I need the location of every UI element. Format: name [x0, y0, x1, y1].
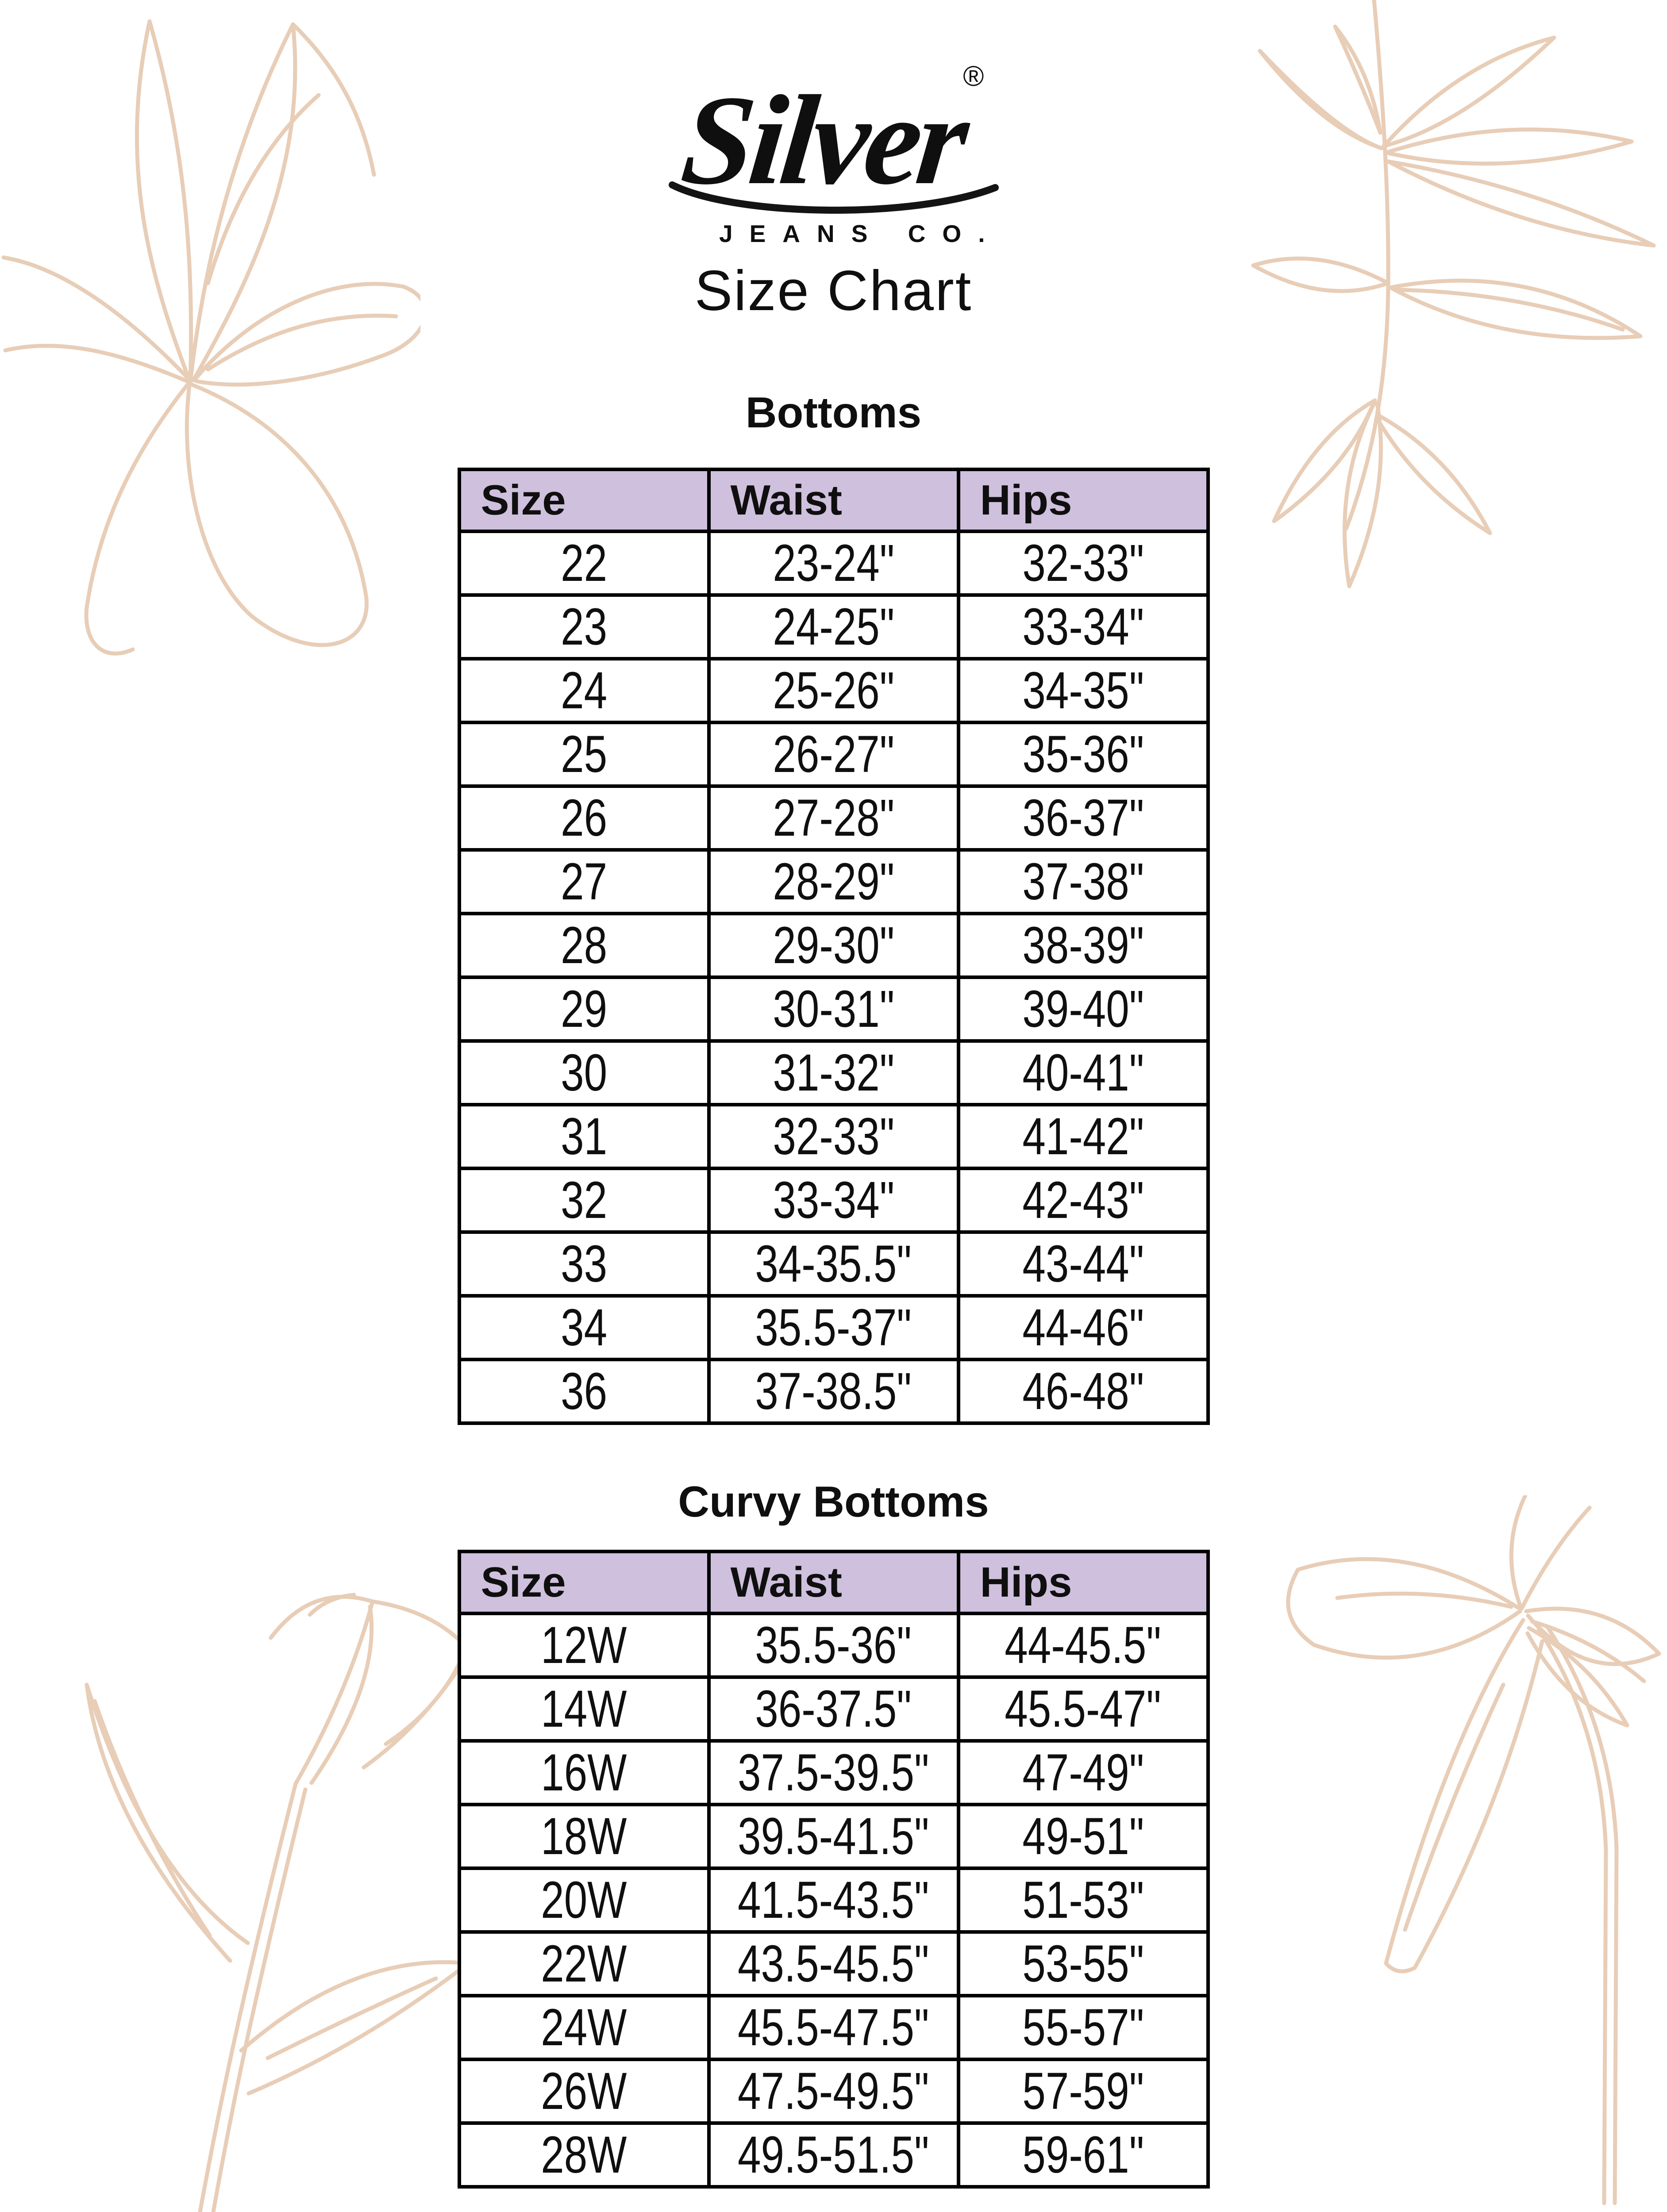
table-cell [709, 786, 959, 850]
table-cell [959, 786, 1208, 850]
table-cell [709, 1041, 959, 1105]
table-row [459, 1041, 1208, 1105]
table-cell [459, 1105, 709, 1168]
column-header: Hips [959, 1551, 1208, 1613]
table-row [459, 1677, 1208, 1741]
table-cell [709, 1932, 959, 1996]
cell-text: 32-33" [1022, 534, 1144, 592]
table-row [459, 1805, 1208, 1868]
cell-text: 41.5-43.5" [738, 1871, 929, 1930]
cell-text: 39-40" [1022, 979, 1144, 1038]
table-cell [709, 1805, 959, 1868]
table-row [459, 1613, 1208, 1677]
cell-text: 35-36" [1022, 725, 1144, 783]
cell-text: 34-35.5" [755, 1234, 912, 1293]
cell-text: 26W [541, 2062, 627, 2121]
table-cell [709, 1359, 959, 1423]
table-cell [959, 1359, 1208, 1423]
cell-text: 25 [560, 725, 607, 783]
table-cell [709, 1613, 959, 1677]
table-cell [459, 1996, 709, 2059]
table-cell [459, 1741, 709, 1805]
table-cell [709, 722, 959, 786]
cell-text: 27-28" [773, 788, 894, 847]
cell-text: 26 [560, 788, 607, 847]
table-cell [459, 595, 709, 659]
table-cell [959, 1677, 1208, 1741]
table-row [459, 1741, 1208, 1805]
table-cell [459, 850, 709, 914]
cell-text: 33-34" [1022, 597, 1144, 656]
table-cell [959, 977, 1208, 1041]
table-row [459, 2123, 1208, 2187]
cell-text: 27 [560, 852, 607, 911]
table-cell [959, 1105, 1208, 1168]
cell-text: 24 [560, 661, 607, 720]
cell-text: 29-30" [773, 916, 894, 975]
cell-text: 57-59" [1022, 2062, 1144, 2121]
table-row [459, 914, 1208, 977]
cell-text: 47.5-49.5" [738, 2062, 929, 2121]
cell-text: 51-53" [1022, 1871, 1144, 1930]
cell-text: 37-38" [1022, 852, 1144, 911]
table-cell [709, 2123, 959, 2187]
cell-text: 53-55" [1022, 1935, 1144, 1993]
table-row [459, 1868, 1208, 1932]
table-row [459, 786, 1208, 850]
table-cell [459, 977, 709, 1041]
table-cell [959, 1168, 1208, 1232]
table-cell [959, 914, 1208, 977]
cell-text: 22 [560, 534, 607, 592]
cell-text: 59-61" [1022, 2126, 1144, 2185]
cell-text: 43-44" [1022, 1234, 1144, 1293]
table-cell [959, 1232, 1208, 1296]
brand-logo-script-text: Silver [675, 69, 971, 211]
cell-text: 44-46" [1022, 1298, 1144, 1357]
table-row [459, 1105, 1208, 1168]
column-header: Hips [959, 469, 1208, 531]
table-cell [709, 1232, 959, 1296]
table-cell [959, 722, 1208, 786]
table-cell [709, 977, 959, 1041]
cell-text: 36-37" [1022, 788, 1144, 847]
cell-text: 33 [560, 1234, 607, 1293]
table-cell [709, 850, 959, 914]
table-cell [959, 531, 1208, 595]
column-header: Size [459, 1551, 709, 1613]
section-title-bottoms: Bottoms [745, 388, 922, 437]
cell-text: 28-29" [773, 852, 894, 911]
column-header: Size [459, 469, 709, 531]
table-cell [709, 1868, 959, 1932]
table-cell [459, 914, 709, 977]
column-header: Waist [709, 469, 959, 531]
cell-text: 42-43" [1022, 1171, 1144, 1229]
cell-text: 34-35" [1022, 661, 1144, 720]
header-row [459, 469, 1208, 531]
table-cell [959, 850, 1208, 914]
table-cell [459, 531, 709, 595]
cell-text: 20W [541, 1871, 627, 1930]
cell-text: 32-33" [773, 1107, 894, 1166]
table-cell [709, 1168, 959, 1232]
table-cell [459, 1232, 709, 1296]
cell-text: 14W [541, 1680, 627, 1739]
table-cell [459, 659, 709, 722]
table-cell [959, 659, 1208, 722]
table-cell [459, 1296, 709, 1359]
table-cell [459, 1041, 709, 1105]
cell-text: 37-38.5" [755, 1362, 912, 1421]
table-cell [959, 1805, 1208, 1868]
cell-text: 31 [560, 1107, 607, 1166]
table-cell [959, 1041, 1208, 1105]
table-row [459, 1232, 1208, 1296]
cell-text: 28W [541, 2126, 627, 2185]
cell-text: 46-48" [1022, 1362, 1144, 1421]
table-cell [459, 2123, 709, 2187]
table-row [459, 722, 1208, 786]
cell-text: 24-25" [773, 597, 894, 656]
page-title: Size Chart [694, 259, 973, 323]
cell-text: 44-45.5" [1005, 1616, 1162, 1675]
cell-text: 31-32" [773, 1043, 894, 1102]
table-cell [459, 722, 709, 786]
cell-text: 35.5-37" [755, 1298, 912, 1357]
header-row [459, 1551, 1208, 1613]
table-cell [709, 1105, 959, 1168]
table-cell [459, 1677, 709, 1741]
brand-logo-wordmark [666, 60, 1002, 211]
cell-text: 24W [541, 1998, 627, 2057]
table-cell [959, 1932, 1208, 1996]
cell-text: 23 [560, 597, 607, 656]
table-cell [709, 595, 959, 659]
table-row [459, 2059, 1208, 2123]
cell-text: 45.5-47.5" [738, 1998, 929, 2057]
registered-trademark-symbol: ® [963, 60, 984, 92]
table-row [459, 977, 1208, 1041]
table-cell [959, 1868, 1208, 1932]
cell-text: 43.5-45.5" [738, 1935, 929, 1993]
table-row [459, 850, 1208, 914]
cell-text: 22W [541, 1935, 627, 1993]
brand-logo [666, 62, 1002, 248]
cell-text: 49.5-51.5" [738, 2126, 929, 2185]
brand-logo-subtitle: JEANS CO. [719, 220, 1002, 247]
table-cell [709, 914, 959, 977]
table-cell [709, 531, 959, 595]
cell-text: 33-34" [773, 1171, 894, 1229]
table-cell [959, 1613, 1208, 1677]
cell-text: 34 [560, 1298, 607, 1357]
cell-text: 28 [560, 916, 607, 975]
cell-text: 36-37.5" [755, 1680, 912, 1739]
table-cell [459, 1805, 709, 1868]
cell-text: 39.5-41.5" [738, 1807, 929, 1866]
table-cell [459, 2059, 709, 2123]
table-cell [959, 2123, 1208, 2187]
cell-text: 41-42" [1022, 1107, 1144, 1166]
curvy-bottoms-size-table [458, 1550, 1210, 2189]
cell-text: 26-27" [773, 725, 894, 783]
cell-text: 38-39" [1022, 916, 1144, 975]
table-cell [709, 1677, 959, 1741]
cell-text: 23-24" [773, 534, 894, 592]
table-cell [709, 1741, 959, 1805]
cell-text: 18W [541, 1807, 627, 1866]
table-cell [709, 1996, 959, 2059]
bottoms-size-table [458, 468, 1210, 1425]
table-cell [959, 1996, 1208, 2059]
table-cell [459, 1868, 709, 1932]
cell-text: 12W [541, 1616, 627, 1675]
table-row [459, 1996, 1208, 2059]
column-header: Waist [709, 1551, 959, 1613]
table-cell [459, 1359, 709, 1423]
cell-text: 37.5-39.5" [738, 1743, 929, 1802]
cell-text: 49-51" [1022, 1807, 1144, 1866]
table-cell [959, 1296, 1208, 1359]
table-cell [459, 1168, 709, 1232]
table-row [459, 1932, 1208, 1996]
cell-text: 30 [560, 1043, 607, 1102]
cell-text: 55-57" [1022, 1998, 1144, 2057]
table-row [459, 531, 1208, 595]
cell-text: 47-49" [1022, 1743, 1144, 1802]
table-row [459, 1359, 1208, 1423]
cell-text: 40-41" [1022, 1043, 1144, 1102]
cell-text: 30-31" [773, 979, 894, 1038]
table-row [459, 1168, 1208, 1232]
cell-text: 29 [560, 979, 607, 1038]
table-cell [709, 1296, 959, 1359]
table-row [459, 595, 1208, 659]
table-cell [459, 1613, 709, 1677]
table-row [459, 1296, 1208, 1359]
table-cell [709, 2059, 959, 2123]
table-row [459, 659, 1208, 722]
table-cell [459, 786, 709, 850]
table-cell [709, 659, 959, 722]
cell-text: 45.5-47" [1005, 1680, 1162, 1739]
cell-text: 36 [560, 1362, 607, 1421]
table-cell [959, 1741, 1208, 1805]
table-cell [959, 595, 1208, 659]
cell-text: 16W [541, 1743, 627, 1802]
table-cell [959, 2059, 1208, 2123]
cell-text: 32 [560, 1171, 607, 1229]
cell-text: 25-26" [773, 661, 894, 720]
section-title-curvy-bottoms: Curvy Bottoms [678, 1477, 989, 1526]
table-cell [459, 1932, 709, 1996]
cell-text: 35.5-36" [755, 1616, 912, 1675]
